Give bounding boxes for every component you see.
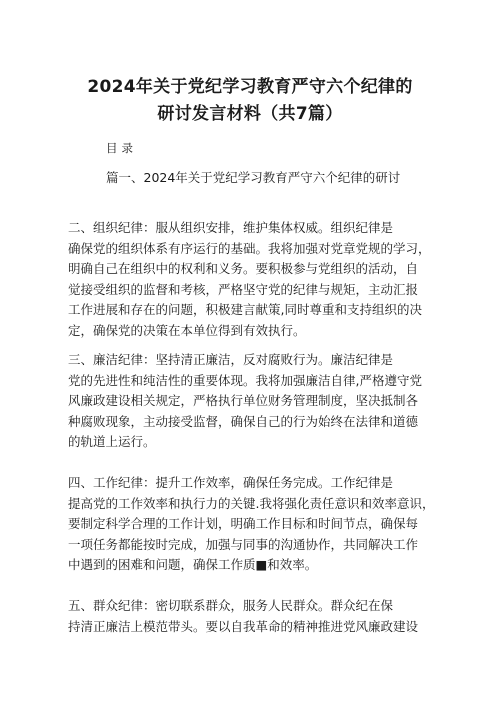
text-line: 提高党的工作效率和执行力的关键.我将强化责任意识和效率意识， <box>68 495 435 511</box>
text-line: 一项任务都能按时完成，加强与同事的沟通协作，共同解决工作 <box>68 536 419 552</box>
text-line: 持清正廉洁上模范带头。要以自我革命的精神推进党风廉政建设 <box>68 618 419 634</box>
text-line: 工作进展和存在的问题，积极建言献策,同时尊重和支持组织的决 <box>68 302 422 318</box>
text-line: 五、群众纪律：密切联系群众，服务人民群众。群众纪在保 <box>68 598 394 613</box>
text-line: 觉接受组织的监督和考核，严格坚守党的纪律与规矩，主动汇报 <box>68 281 419 297</box>
toc-heading: 目录 <box>106 141 137 155</box>
text-line: 二、组织纪律：服从组织安排，维护集体权威。组织纪律是 <box>68 220 394 235</box>
text-line: 的轨道上运行。 <box>68 434 156 450</box>
paragraph-organizational-discipline <box>68 218 434 342</box>
toc-item: 篇一、2024年关于党纪学习教育严守六个纪律的研讨 <box>106 170 401 185</box>
text-line: 中遇到的困难和问题，确保工作质■和效率。 <box>68 557 318 573</box>
document-title-line-1: 2024年关于党纪学习教育严守六个纪律的 <box>87 77 413 97</box>
text-line: 明确自己在组织中的权利和义务。要积极参与党组织的活动，自 <box>68 261 419 277</box>
paragraph-integrity-discipline <box>68 350 434 453</box>
paragraph-work-discipline <box>68 473 434 576</box>
paragraph-mass-discipline <box>68 596 434 637</box>
text-line: 定，确保党的决策在本单位得到有效执行。 <box>68 322 306 338</box>
text-line: 党的先进性和纯洁性的重要体现。我将加强廉洁自律,严格遵守党 <box>68 372 422 388</box>
text-line: 确保党的组织体系有序运行的基础。我将加强对党章党规的学习， <box>68 240 431 256</box>
text-line: 风廉政建设相关规定，严格执行单位财务管理制度，坚决抵制各 <box>68 393 419 409</box>
document-title-line-2: 研讨发言材料（共7篇） <box>157 104 343 124</box>
text-line: 三、廉洁纪律：坚持清正廉洁，反对腐败行为。廉洁纪律是 <box>68 352 394 367</box>
text-line: 四、工作纪律：提升工作效率，确保任务完成。工作纪律是 <box>68 475 394 490</box>
text-line: 要制定科学合理的工作计划，明确工作目标和时间节点，确保每 <box>68 516 419 532</box>
text-line: 种腐败现象，主动接受监督，确保自己的行为始终在法律和道德 <box>68 413 419 429</box>
